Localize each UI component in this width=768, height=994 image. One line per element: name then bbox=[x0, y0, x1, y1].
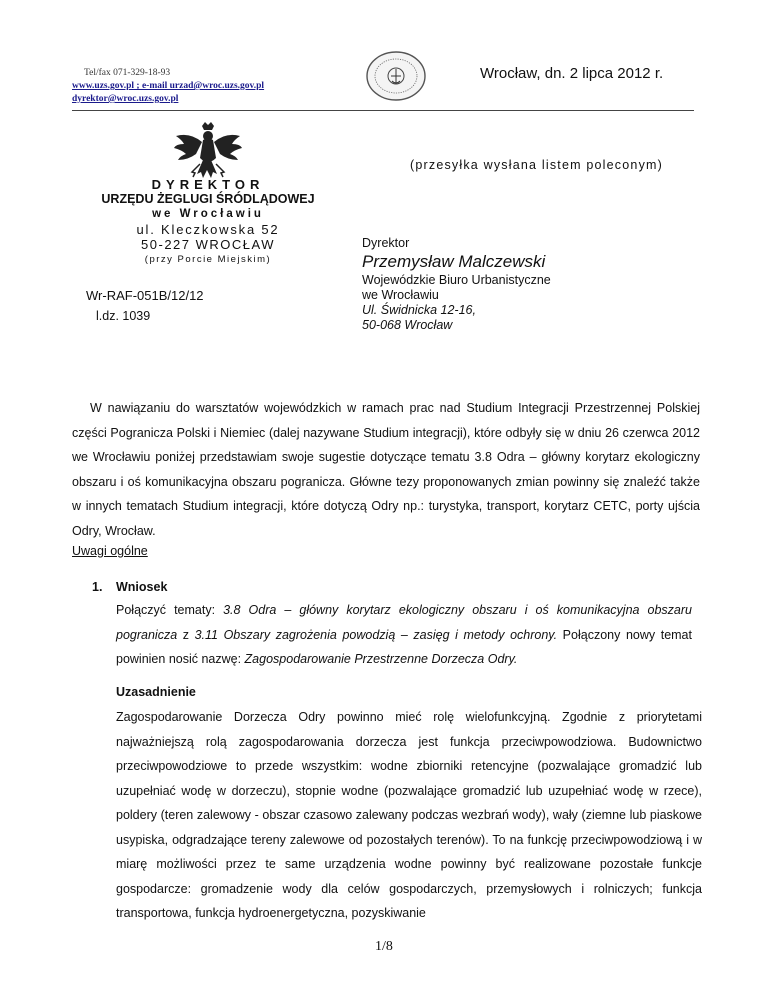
recipient-title: Dyrektor bbox=[362, 236, 410, 250]
director-email-link[interactable]: dyrektor@wroc.uzs.gov.pl bbox=[72, 94, 179, 104]
office-director-title: DYREKTOR bbox=[151, 177, 265, 192]
section-heading: Uwagi ogólne bbox=[72, 544, 148, 558]
item-topic-one: 3.8 Odra – główny korytarz ekologiczny obszaru i oś komunikacyjna obszaru pogranicza bbox=[116, 603, 692, 642]
recipient-name: Przemysław Malczewski bbox=[362, 252, 546, 271]
letter-date: Wrocław, dn. 2 lipca 2012 r. bbox=[480, 65, 664, 82]
tel-fax: Tel/fax 071-329-18-93 bbox=[84, 68, 171, 78]
intro-paragraph bbox=[72, 396, 700, 543]
page-number: 1/8 bbox=[375, 939, 393, 954]
intro-text: W nawiązaniu do warsztatów wojewódzkich w ramach prac nad Studium Integracji Przestrzennej Polskiej części Pogranicza Polski i Niemiec (dalej nazywane Studium integracji), które odbyły się w dniu 26 czerwca 2012 we Wrocławiu poniżej przedstawiam swoje sugestie dotyczące tematu 3.8 Odra – główny korytarz ekologiczny obszaru i oś komunikacyjna obszaru pogranicza. Główne tezy proponowanych zmian powinny się znaleźć także w innych tematach Studium integracji, które dotyczą Odry np.: turystyka, transport, korytarz CETC, porty ujścia Odry, Wrocław. bbox=[72, 401, 700, 538]
office-location-note: (przy Porcie Miejskim) bbox=[144, 254, 272, 265]
item-text bbox=[116, 598, 692, 672]
justification-title: Uzasadnienie bbox=[116, 685, 196, 699]
recipient-org-city: we Wrocławiu bbox=[362, 288, 439, 302]
contact-block bbox=[72, 67, 264, 106]
justification-text: Zagospodarowanie Dorzecza Odry powinno mieć rolę wielofunkcyjną. Zgodnie z priorytetami najważniejszą rolą zagospodarowania dorzecza jest funkcja przeciwpowodziowa. Budownictwo przeciwpowodziowe to przede wszystkim: wodne zbiorniki retencyjne (pozwalające gromadzić lub uzupełniać wodę w dorzeczu), stopnie wodne (pozwalające gromadzić lub uzupełniać wodę w rzece), poldery (teren zalewowy - obszar czasowo zalewany podczas wezbrań wody), wały (ziemne lub piaskowe usypiska, odgradzające tereny zalewowe od pozostałych terenów). To na funkcję przeciwpowodziową i w miarę możliwości przez te same urządzenia wodne powinny być realizowane pozostałe funkcje gospodarcze: gromadzenie wody dla celów gospodarczych, przemysłowych i rolniczych; funkcja transportowa, funkcja hydroenergetyczna, pozyskiwanie bbox=[116, 710, 702, 920]
website-email-link[interactable]: www.uzs.gov.pl ; e-mail urzad@wroc.uzs.gov.pl bbox=[72, 81, 265, 91]
item-new-topic: Zagospodarowanie Przestrzenne Dorzecza Odry. bbox=[244, 652, 518, 666]
office-street: ul. Kleczkowska 52 bbox=[136, 222, 280, 237]
recipient-org: Wojewódzkie Biuro Urbanistyczne bbox=[362, 273, 551, 287]
recipient-block bbox=[362, 236, 551, 333]
header-divider bbox=[72, 110, 694, 111]
office-address-block bbox=[62, 177, 354, 267]
office-postcode: 50-227 WROCŁAW bbox=[141, 237, 275, 252]
item-text-a: Połączyć tematy: bbox=[116, 603, 224, 617]
reference-number: Wr-RAF-051B/12/12 bbox=[86, 288, 204, 303]
delivery-note: (przesyłka wysłana listem poleconym) bbox=[410, 158, 663, 172]
office-city: we Wrocławiu bbox=[152, 208, 264, 220]
item-number: 1. bbox=[92, 580, 103, 594]
office-name: URZĘDU ŻEGLUGI ŚRÓDLĄDOWEJ bbox=[101, 192, 315, 206]
log-number: l.dz. 1039 bbox=[96, 309, 151, 323]
recipient-city: 50-068 Wrocław bbox=[362, 318, 453, 332]
office-seal-stamp bbox=[365, 50, 427, 102]
item-text-e: Połączony nowy temat powinien nosić nazwę: bbox=[116, 627, 692, 666]
recipient-street: Ul. Świdnicka 12-16, bbox=[362, 303, 476, 317]
item-text-c: z bbox=[177, 627, 195, 642]
item-topic-two: 3.11 Obszary zagrożenia powodzią – zasięg i metody ochrony. bbox=[194, 627, 558, 642]
item-title: Wniosek bbox=[116, 580, 168, 594]
